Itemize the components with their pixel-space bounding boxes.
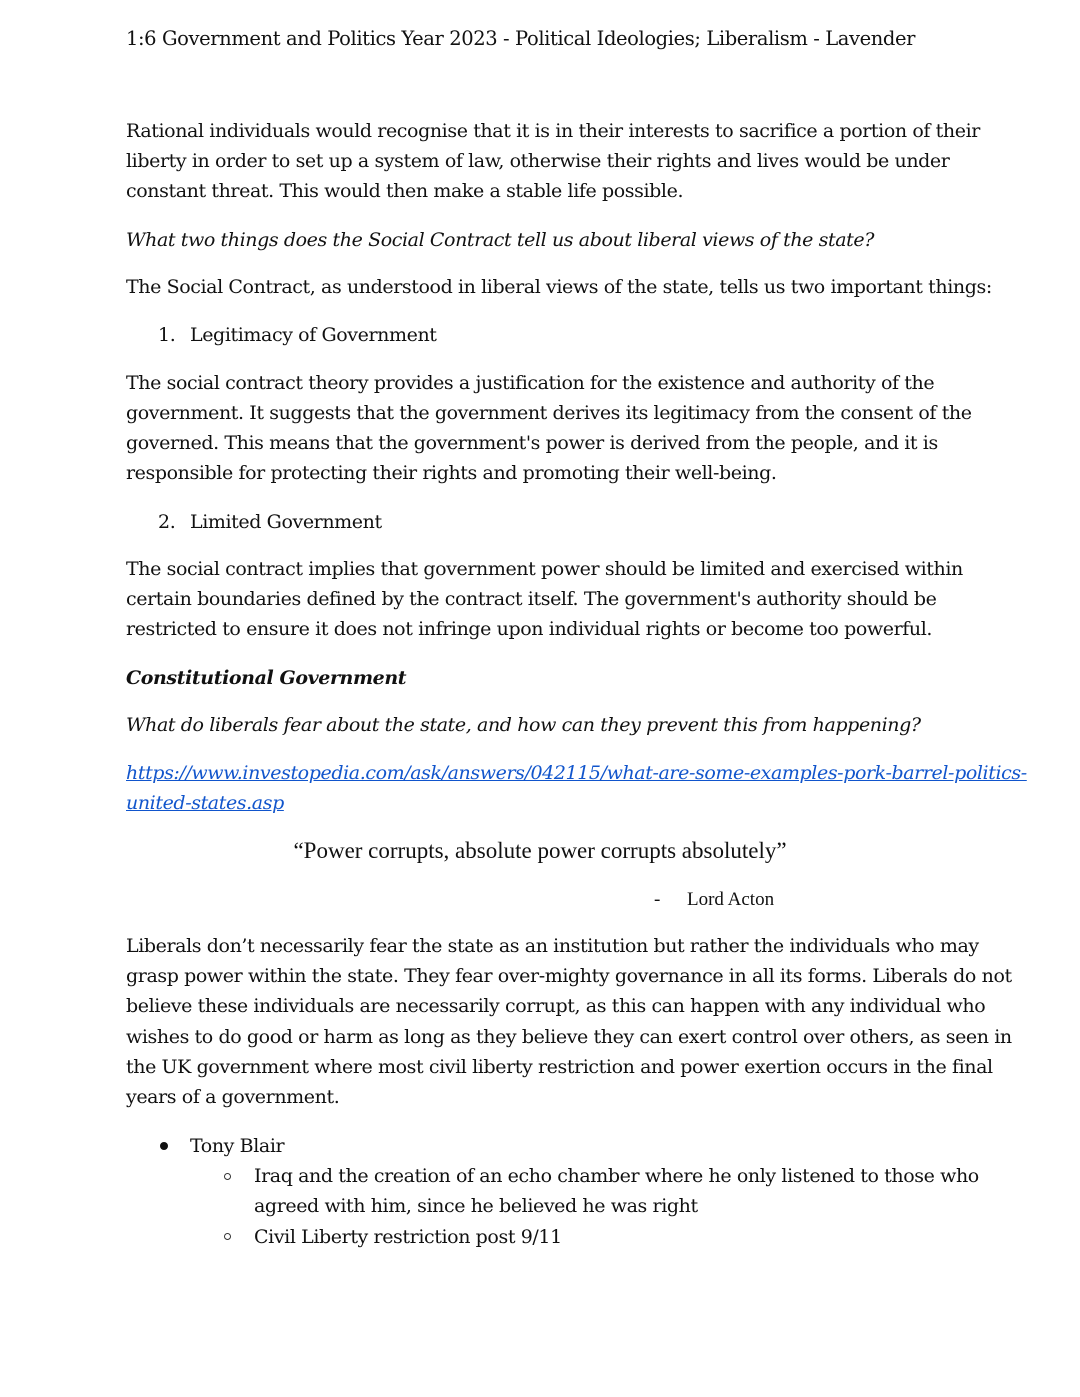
text-line: grasp power within the state. They fear over-mighty governance in all its forms. Liberals do not — [126, 965, 1012, 987]
sub-bullet-line: agreed with him, since he believed he was right — [254, 1195, 698, 1217]
link-line[interactable]: united-states.asp — [126, 792, 284, 814]
text-line: certain boundaries defined by the contract itself. The government's authority should be — [126, 588, 937, 610]
text-line: restricted to ensure it does not infringe upon individual rights or become too powerful. — [126, 618, 933, 640]
sub-bullet-line: Civil Liberty restriction post 9/11 — [254, 1226, 562, 1248]
text-line: The social contract implies that government power should be limited and exercised within — [126, 558, 963, 580]
page-header: 1:6 Government and Politics Year 2023 - Political Ideologies; Liberalism - Lavender — [126, 27, 916, 50]
list-label: Limited Government — [190, 511, 382, 533]
bullet-disc-icon — [160, 1142, 168, 1150]
list-number: 2. — [158, 511, 176, 533]
list-item-legitimacy — [158, 320, 437, 350]
quote-text: “Power corrupts, absolute power corrupts absolutely” — [293, 838, 787, 863]
question-social-contract: What two things does the Social Contract tell us about liberal views of the state? — [126, 229, 875, 251]
text-line: believe these individuals are necessarily corrupt, as this can happen with any individual who — [126, 995, 986, 1017]
question-liberal-fear: What do liberals fear about the state, and how can they prevent this from happening? — [126, 714, 921, 736]
text-line: constant threat. This would then make a stable life possible. — [126, 180, 684, 202]
text-line: responsible for protecting their rights and promoting their well-being. — [126, 462, 777, 484]
quote-attribution-dash: - — [654, 889, 661, 910]
section-heading: Constitutional Government — [126, 667, 407, 689]
text-line: government. It suggests that the government derives its legitimacy from the consent of the — [126, 402, 972, 424]
bullet-circle-icon — [224, 1233, 231, 1240]
text-line: years of a government. — [126, 1086, 340, 1108]
quote-attribution: Lord Acton — [687, 889, 775, 910]
text-line: the UK government where most civil liberty restriction and power exertion occurs in the final — [126, 1056, 993, 1078]
text-line: Liberals don’t necessarily fear the state as an institution but rather the individuals who may — [126, 935, 979, 957]
text-line: liberty in order to set up a system of law, otherwise their rights and lives would be under — [126, 150, 950, 172]
text-line: wishes to do good or harm as long as they believe they can exert control over others, as seen in — [126, 1026, 1012, 1048]
text-line: governed. This means that the government's power is derived from the people, and it is — [126, 432, 938, 454]
sub-bullet-line: Iraq and the creation of an echo chamber where he only listened to those who — [254, 1165, 979, 1187]
list-number: 1. — [158, 324, 176, 346]
list-item-limited-government — [158, 507, 382, 537]
paragraph-social-contract-intro: The Social Contract, as understood in liberal views of the state, tells us two important things: — [126, 276, 992, 298]
link-line[interactable]: https://www.investopedia.com/ask/answers/042115/what-are-some-examples-pork-barrel-politics- — [126, 762, 1027, 784]
bullet-item-tony-blair: Tony Blair — [190, 1135, 285, 1157]
bullet-circle-icon — [224, 1173, 231, 1180]
text-line: Rational individuals would recognise that it is in their interests to sacrifice a portion of their — [126, 120, 980, 142]
list-label: Legitimacy of Government — [190, 324, 437, 346]
text-line: The social contract theory provides a justification for the existence and authority of the — [126, 372, 935, 394]
